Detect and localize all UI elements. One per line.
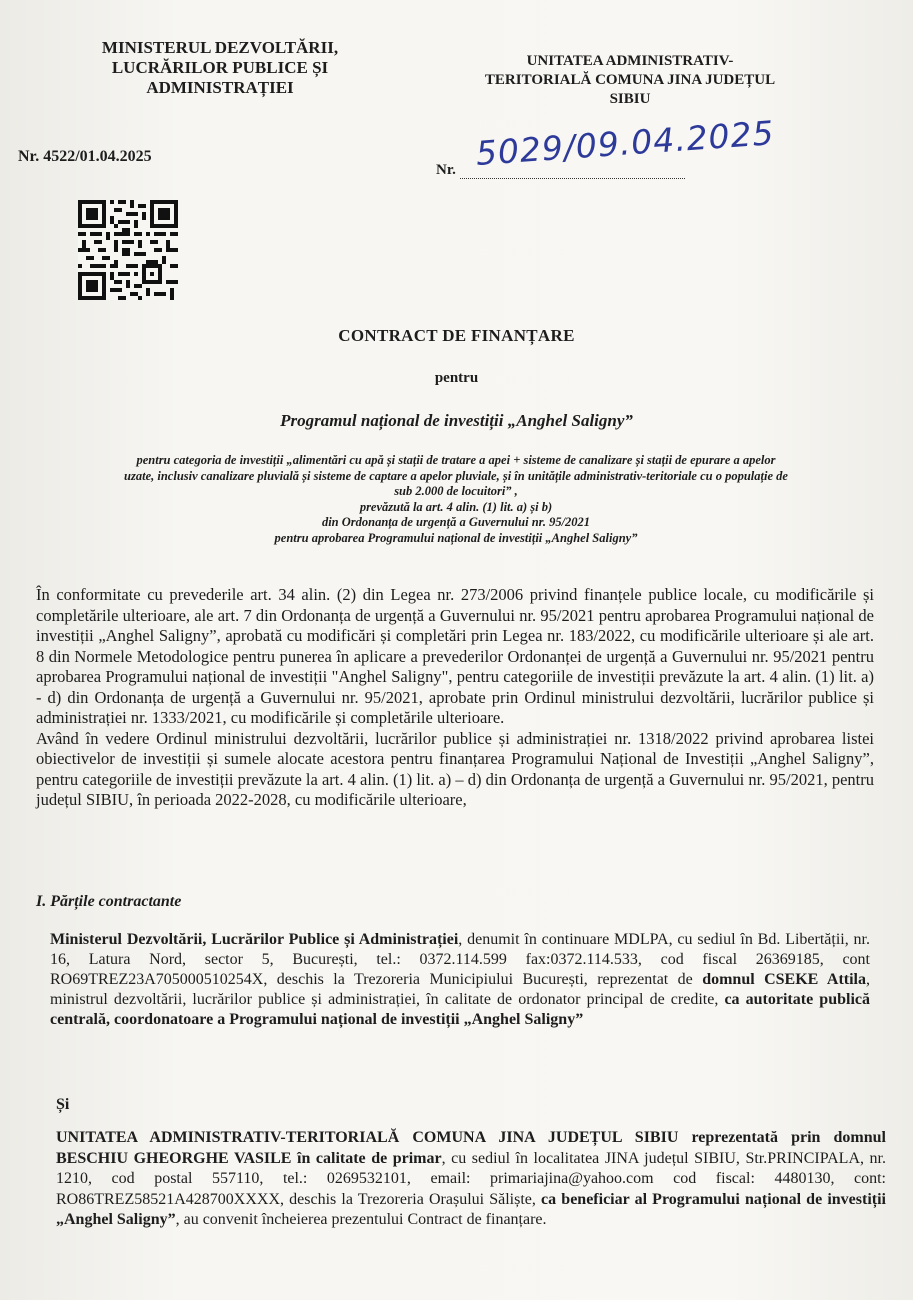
qr-code-icon <box>78 200 178 300</box>
document-title: CONTRACT DE FINANȚARE <box>338 326 575 345</box>
category-line: uzate, inclusiv canalizare pluvială și sisteme de captare a apelor pluviale, și în unitățile administrativ-teritoriale cu o populație de <box>124 468 788 483</box>
handwritten-number: 5029/09.04.2025 <box>474 113 776 173</box>
category-line: pentru aprobarea Programului național de investiții „Anghel Saligny” <box>274 530 638 545</box>
dotted-line <box>460 178 685 179</box>
section-heading: I. Părțile contractante <box>36 893 182 910</box>
party-representative: domnul CSEKE Attila <box>702 971 866 988</box>
document-subtitle: pentru <box>434 370 479 386</box>
uat-header <box>440 52 820 109</box>
party-details: , cu sediul în localitatea JINA județul SIBIU, Str.PRINCIPALA, nr. 1210, cod postal 557110, tel.: 0269532101, email: primariajina@yahoo.com cod fiscal: 4480130, cont: RO86TREZ58521A428700XXXX, deschis la Trezoreria Orașului Săliște, <box>56 1149 887 1208</box>
investment-category <box>36 453 876 546</box>
ministry-header <box>70 38 370 98</box>
category-line: sub 2.000 de locuitori” , <box>394 484 518 498</box>
uat-header-line: SIBIU <box>609 91 651 107</box>
party-role: ca autoritate publică centrală, coordonatoare a Programului național de investiții „Anghel Saligny” <box>50 991 870 1028</box>
preamble-paragraph: Având în vedere Ordinul ministrului dezvoltării, lucrărilor publice și administrației nr. 1318/2022 privind aprobarea listei obiectivelor de investiții și sumele alocate acestora pentru finanțarea Programului Național de Investiții „Anghel Saligny”, pentru categoriile de investiții prevăzute la art. 4 alin. (1) lit. a) – d) din Ordonanța de urgență a Guvernului nr. 95/2021, pentru județul SIBIU, în perioada 2022-2028, cu modificările ulterioare, <box>36 728 874 809</box>
registration-label: Nr. <box>436 162 456 178</box>
category-line: prevăzută la art. 4 alin. (1) lit. a) și b) <box>359 499 553 514</box>
conjunction: Și <box>56 1096 70 1113</box>
category-line: pentru categoria de investiții „alimentări cu apă și stații de tratare a apei + sisteme de canalizare și stații de epurare a apelor <box>136 453 776 467</box>
ministry-registration-number: Nr. 4522/01.04.2025 <box>18 148 152 165</box>
party-name: UNITATEA ADMINISTRATIV-TERITORIALĂ COMUNA JINA JUDEȚUL SIBIU reprezentată prin domnul BESCHIU GHEORGHE VASILE în calitate de primar <box>56 1129 886 1167</box>
party-ministry <box>50 930 870 1030</box>
preamble-paragraph: În conformitate cu prevederile art. 34 alin. (2) din Legea nr. 273/2006 privind finanțele publice locale, cu modificările și completările ulterioare, ale art. 7 din Ordonanța de urgență a Guvernului nr. 95/2021 pentru aprobarea Programului național de investiții „Anghel Saligny”, aprobată cu modificări și completări prin Legea nr. 183/2022, cu modificările ulterioare și ale art. 8 din Normele Metodologice pentru punerea în aplicare a prevederilor Ordonanței de urgență a Guvernului nr. 95/2021 pentru aprobarea Programului național de investiții "Anghel Saligny", pentru categoriile de investiții prevăzute la art. 4 alin. (1) lit. a) - d) din Ordonanța de urgență a Guvernului nr. 95/2021, aprobate prin Ordinul ministrului dezvoltării, lucrărilor publice și administrației nr. 1333/2021, cu modificările și completările ulterioare. <box>36 585 874 727</box>
party-details: , denumit în continuare MDLPA, cu sediul în Bd. Libertății, nr. 16, Latura Nord, sector 5, București, tel.: 0372.114.599 fax:0372.114.533, cod fiscal 26369185, cont RO69TREZ23A705000510254X, deschis la Trezoreria Municipiului București, reprezentat de <box>50 931 871 988</box>
uat-header-line: TERITORIALĂ COMUNA JINA JUDEȚUL <box>484 72 776 88</box>
uat-registration-number <box>436 113 796 184</box>
category-line: din Ordonanța de urgență a Guvernului nr. 95/2021 <box>321 515 591 529</box>
ministry-header-line: MINISTERUL DEZVOLTĂRII, <box>101 38 339 57</box>
ministry-header-line: LUCRĂRILOR PUBLICE ȘI <box>111 58 329 77</box>
ministry-header-line: ADMINISTRAȚIEI <box>146 78 294 97</box>
party-details: , ministrul dezvoltării, lucrărilor publice și administrației, în calitate de ordonator principal de credite, <box>50 971 870 1008</box>
preamble <box>36 585 874 811</box>
party-name: Ministerul Dezvoltării, Lucrărilor Publice și Administrației <box>50 931 459 948</box>
party-beneficiary <box>56 1128 886 1231</box>
program-name: Programul național de investiții „Anghel Saligny” <box>280 411 633 430</box>
uat-header-line: UNITATEA ADMINISTRATIV- <box>526 53 734 69</box>
party-details: , au convenit încheierea prezentului Contract de finanțare. <box>175 1211 547 1228</box>
party-role: ca beneficiar al Programului național de investiții „Anghel Saligny” <box>56 1190 886 1228</box>
